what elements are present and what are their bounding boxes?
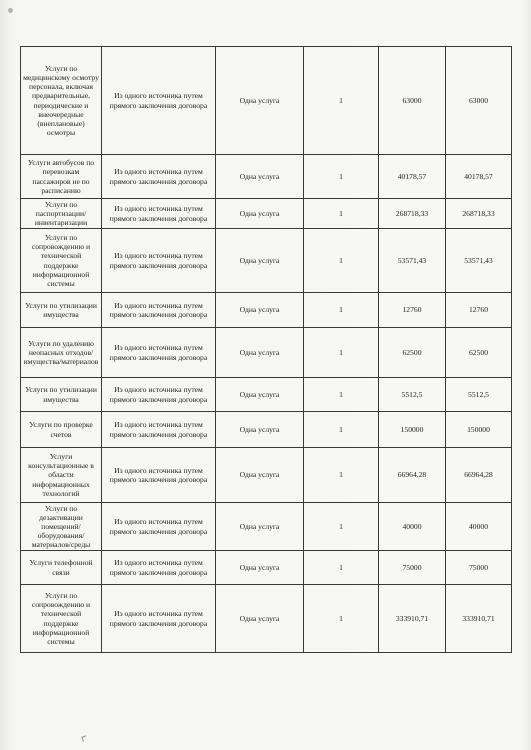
unit-of-measure: Одна услуга: [216, 155, 304, 199]
table-row: [21, 412, 512, 448]
service-name: Услуги автобусов по перевозкам пассажиров не по расписанию: [21, 155, 102, 199]
scan-speck: [81, 735, 87, 741]
total-amount: 150000: [446, 412, 512, 448]
service-name: Услуги по удалению неопасных отходов/имущества/материалов: [21, 328, 102, 378]
unit-price: 40000: [379, 503, 446, 551]
quantity: 1: [304, 229, 379, 293]
procurement-method: Из одного источника путем прямого заключения договора: [102, 412, 216, 448]
procurement-method: Из одного источника путем прямого заключения договора: [102, 47, 216, 155]
unit-price: 150000: [379, 412, 446, 448]
table-row: [21, 378, 512, 412]
service-name: Услуги телефонной связи: [21, 551, 102, 585]
unit-price: 63000: [379, 47, 446, 155]
service-name: Услуги по сопровождению и технической поддержке информационной системы: [21, 229, 102, 293]
table-row: [21, 585, 512, 653]
service-name: Услуги по паспортизации/инвентаризации: [21, 199, 102, 229]
unit-price: 12760: [379, 293, 446, 328]
unit-of-measure: Одна услуга: [216, 448, 304, 503]
service-name: Услуги по дезактивации помещений/оборудования/материалов/среды: [21, 503, 102, 551]
unit-price: 75000: [379, 551, 446, 585]
unit-of-measure: Одна услуга: [216, 503, 304, 551]
quantity: 1: [304, 503, 379, 551]
unit-of-measure: Одна услуга: [216, 412, 304, 448]
procurement-method: Из одного источника путем прямого заключения договора: [102, 585, 216, 653]
table-row: [21, 155, 512, 199]
table-row: [21, 293, 512, 328]
table-row: [21, 551, 512, 585]
unit-of-measure: Одна услуга: [216, 328, 304, 378]
unit-of-measure: Одна услуга: [216, 199, 304, 229]
quantity: 1: [304, 551, 379, 585]
table-row: [21, 47, 512, 155]
procurement-method: Из одного источника путем прямого заключения договора: [102, 448, 216, 503]
quantity: 1: [304, 448, 379, 503]
unit-of-measure: Одна услуга: [216, 229, 304, 293]
table-row: [21, 328, 512, 378]
unit-price: 333910,71: [379, 585, 446, 653]
procurement-method: Из одного источника путем прямого заключения договора: [102, 378, 216, 412]
total-amount: 75000: [446, 551, 512, 585]
total-amount: 53571,43: [446, 229, 512, 293]
unit-price: 66964,28: [379, 448, 446, 503]
unit-price: 268718,33: [379, 199, 446, 229]
quantity: 1: [304, 293, 379, 328]
total-amount: 12760: [446, 293, 512, 328]
service-name: Услуги по проверке счетов: [21, 412, 102, 448]
service-name: Услуги по медицинскому осмотру персонала, включая предварительные, периодические и внеочередные (внеплановые) осмотры: [21, 47, 102, 155]
total-amount: 333910,71: [446, 585, 512, 653]
unit-price: 5512,5: [379, 378, 446, 412]
quantity: 1: [304, 155, 379, 199]
table-row: [21, 448, 512, 503]
total-amount: 40000: [446, 503, 512, 551]
quantity: 1: [304, 328, 379, 378]
procurement-method: Из одного источника путем прямого заключения договора: [102, 229, 216, 293]
total-amount: 62500: [446, 328, 512, 378]
unit-of-measure: Одна услуга: [216, 551, 304, 585]
unit-of-measure: Одна услуга: [216, 293, 304, 328]
table-row: [21, 503, 512, 551]
procurement-method: Из одного источника путем прямого заключения договора: [102, 503, 216, 551]
unit-price: 62500: [379, 328, 446, 378]
total-amount: 66964,28: [446, 448, 512, 503]
table-row: [21, 229, 512, 293]
quantity: 1: [304, 585, 379, 653]
procurement-method: Из одного источника путем прямого заключения договора: [102, 155, 216, 199]
hole-punch-mark: [8, 8, 13, 13]
service-name: Услуги по сопровождению и технической поддержке информационной системы: [21, 585, 102, 653]
unit-of-measure: Одна услуга: [216, 378, 304, 412]
unit-of-measure: Одна услуга: [216, 585, 304, 653]
procurement-table: [20, 46, 512, 653]
unit-price: 40178,57: [379, 155, 446, 199]
quantity: 1: [304, 378, 379, 412]
quantity: 1: [304, 199, 379, 229]
procurement-method: Из одного источника путем прямого заключения договора: [102, 551, 216, 585]
service-name: Услуги по утилизации имущества: [21, 293, 102, 328]
total-amount: 40178,57: [446, 155, 512, 199]
total-amount: 63000: [446, 47, 512, 155]
procurement-method: Из одного источника путем прямого заключения договора: [102, 293, 216, 328]
table-row: [21, 199, 512, 229]
quantity: 1: [304, 47, 379, 155]
procurement-method: Из одного источника путем прямого заключения договора: [102, 328, 216, 378]
total-amount: 5512,5: [446, 378, 512, 412]
quantity: 1: [304, 412, 379, 448]
unit-price: 53571,43: [379, 229, 446, 293]
service-name: Услуги консультационные в области информационных технологий: [21, 448, 102, 503]
procurement-method: Из одного источника путем прямого заключения договора: [102, 199, 216, 229]
service-name: Услуги по утилизации имущества: [21, 378, 102, 412]
total-amount: 268718,33: [446, 199, 512, 229]
unit-of-measure: Одна услуга: [216, 47, 304, 155]
